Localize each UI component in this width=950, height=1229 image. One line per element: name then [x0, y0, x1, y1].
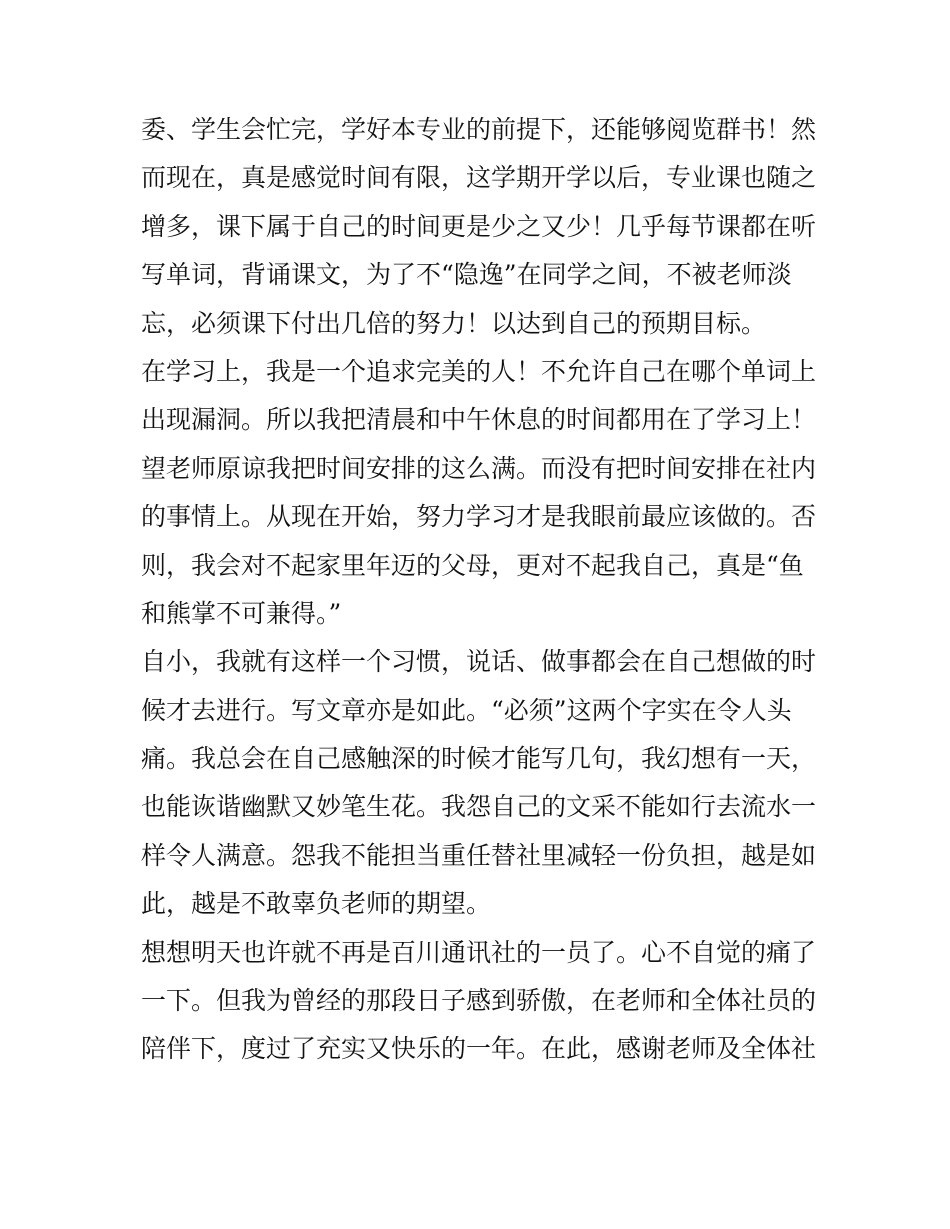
text-line: 自小，我就有这样一个习惯，说话、做事都会在自己想做的时: [141, 647, 817, 677]
document-body: [141, 106, 821, 1074]
text-line: 痛。我总会在自己感触深的时候才能写几句，我幻想有一天，: [141, 744, 817, 774]
text-line: 此，越是不敢辜负老师的期望。: [141, 889, 492, 919]
text-line: 写单词，背诵课文，为了不“隐逸”在同学之间，不被老师淡: [141, 260, 792, 290]
text-line: 忘，必须课下付出几倍的努力！以达到自己的预期目标。: [141, 308, 767, 338]
paragraph-1: [141, 106, 821, 348]
text-line: 和熊掌不可兼得。”: [141, 598, 342, 628]
paragraph-3: [141, 638, 821, 928]
text-line: 想想明天也许就不再是百川通讯社的一员了。心不自觉的痛了: [141, 937, 817, 967]
paragraph-4: [141, 929, 821, 1074]
text-line: 样令人满意。怨我不能担当重任替社里减轻一份负担，越是如: [141, 840, 817, 870]
text-line: 望老师原谅我把时间安排的这么满。而没有把时间安排在社内: [141, 453, 817, 483]
text-line: 在学习上，我是一个追求完美的人！不允许自己在哪个单词上: [141, 356, 817, 386]
text-line: 而现在，真是感觉时间有限，这学期开学以后，专业课也随之: [141, 163, 817, 193]
text-line: 一下。但我为曾经的那段日子感到骄傲，在老师和全体社员的: [141, 986, 817, 1016]
text-line: 增多，课下属于自己的时间更是少之又少！几乎每节课都在听: [141, 211, 817, 241]
text-line: 候才去进行。写文章亦是如此。“必须”这两个字实在令人头: [141, 695, 792, 725]
text-line: 出现漏洞。所以我把清晨和中午休息的时间都用在了学习上！: [141, 405, 817, 435]
text-line: 委、学生会忙完，学好本专业的前提下，还能够阅览群书！然: [141, 115, 817, 144]
text-line: 的事情上。从现在开始，努力学习才是我眼前最应该做的。否: [141, 502, 817, 532]
text-line: 也能诙谐幽默又妙笔生花。我怨自己的文采不能如行去流水一: [141, 792, 817, 822]
text-line: 陪伴下，度过了充实又快乐的一年。在此，感谢老师及全体社: [141, 1034, 817, 1064]
text-line: 则，我会对不起家里年迈的父母，更对不起我自己，真是“鱼: [141, 550, 804, 580]
paragraph-2: [141, 348, 821, 638]
